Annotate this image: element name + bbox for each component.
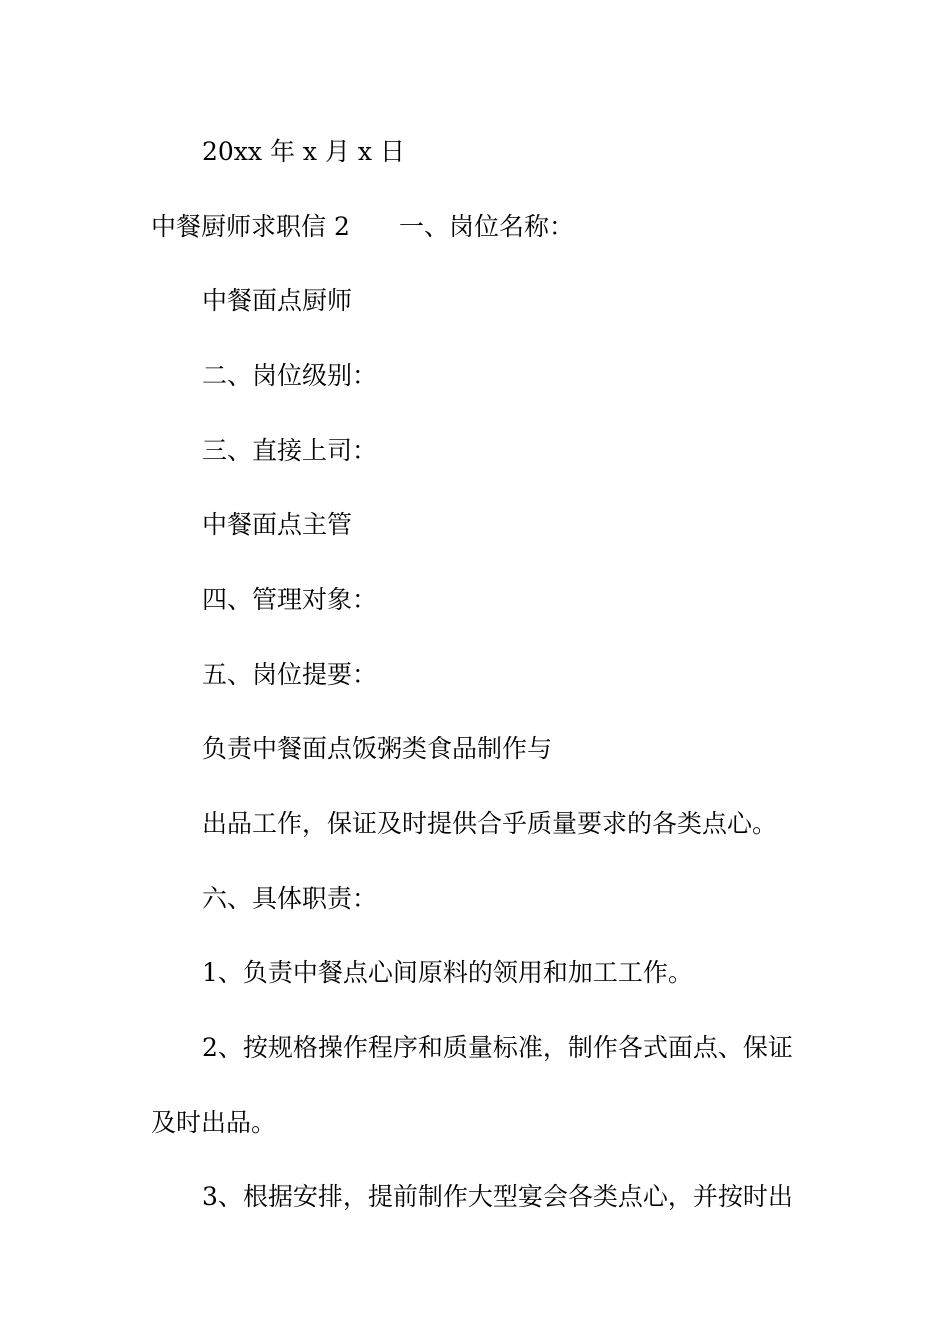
date-line: 20xx 年 x 月 x 日	[202, 137, 405, 166]
section-heading-position-name: 一、岗位名称：	[399, 212, 575, 241]
duty-item-3-line-1: 3、根据安排，提前制作大型宴会各类点心，并按时出	[202, 1182, 793, 1211]
duty-item-2-line-1: 2、按规格操作程序和质量标准，制作各式面点、保证	[202, 1033, 793, 1062]
document-title: 中餐厨师求职信 2	[151, 212, 350, 241]
paragraph-summary-line-1: 负责中餐面点饭粥类食品制作与	[202, 734, 553, 763]
section-heading-specific-duties: 六、具体职责：	[202, 884, 378, 913]
section-heading-position-level: 二、岗位级别：	[202, 361, 378, 390]
paragraph-direct-supervisor-value: 中餐面点主管	[202, 510, 353, 539]
section-heading-management-object: 四、管理对象：	[202, 585, 378, 614]
duty-item-2-line-2: 及时出品。	[151, 1108, 277, 1137]
paragraph-summary-line-2: 出品工作，保证及时提供合乎质量要求的各类点心。	[202, 809, 778, 838]
paragraph-position-name-value: 中餐面点厨师	[202, 286, 353, 315]
section-heading-direct-supervisor: 三、直接上司：	[202, 436, 378, 465]
duty-item-1: 1、负责中餐点心间原料的领用和加工工作。	[202, 958, 693, 987]
section-heading-position-summary: 五、岗位提要：	[202, 660, 378, 689]
